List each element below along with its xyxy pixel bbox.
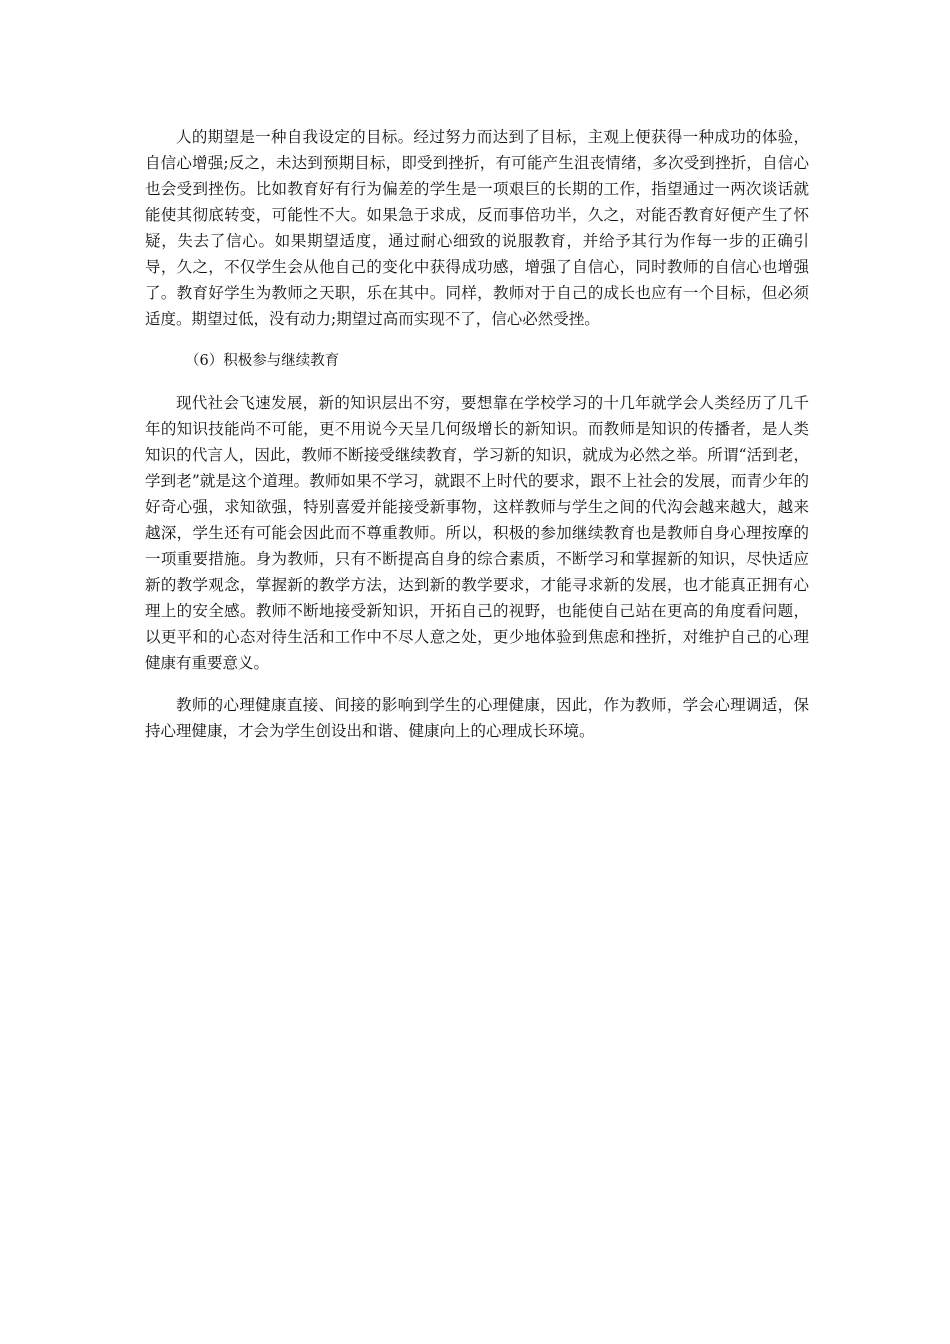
paragraph-conclusion: 教师的心理健康直接、间接的影响到学生的心理健康，因此，作为教师，学会心理调适，保持心理健康，才会为学生创设出和谐、健康向上的心理成长环境。 [145, 696, 809, 740]
paragraph-expectation: 人的期望是一种自我设定的目标。经过努力而达到了目标，主观上便获得一种成功的体验，自信心增强;反之，未达到预期目标，即受到挫折，有可能产生沮丧情绪，多次受到挫折，自信心也会受到挫伤。比如教育好有行为偏差的学生是一项艰巨的长期的工作，指望通过一两次谈话就能使其彻底转变，可能性不大。如果急于求成，反而事倍功半，久之，对能否教育好便产生了怀疑，失去了信心。如果期望适度，通过耐心细致的说服教育，并给予其行为作每一步的正确引导，久之，不仅学生会从他自己的变化中获得成功感，增强了自信心，同时教师的自信心也增强了。教育好学生为教师之天职，乐在其中。同样，教师对于自己的成长也应有一个目标，但必须适度。期望过低，没有动力;期望过高而实现不了，信心必然受挫。 [145, 128, 809, 328]
document-body [145, 124, 809, 744]
section-heading-continuing-education: （6）积极参与继续教育 [185, 353, 340, 369]
paragraph-continuing-education: 现代社会飞速发展，新的知识层出不穷，要想靠在学校学习的十几年就学会人类经历了几千年的知识技能尚不可能，更不用说今天呈几何级增长的新知识。而教师是知识的传播者，是人类知识的代言人，因此，教师不断接受继续教育，学习新的知识，就成为必然之举。所谓“活到老，学到老”就是这个道理。教师如果不学习，就跟不上时代的要求，跟不上社会的发展，而青少年的好奇心强，求知欲强，特别喜爱并能接受新事物，这样教师与学生之间的代沟会越来越大，越来越深，学生还有可能会因此而不尊重教师。所以，积极的参加继续教育也是教师自身心理按摩的一项重要措施。身为教师，只有不断提高自身的综合素质，不断学习和掌握新的知识，尽快适应新的教学观念，掌握新的教学方法，达到新的教学要求，才能寻求新的发展，也才能真正拥有心理上的安全感。教师不断地接受新知识，开拓自己的视野，也能使自己站在更高的角度看问题，以更平和的心态对待生活和工作中不尽人意之处，更少地体验到焦虑和挫折，对维护自己的心理健康有重要意义。 [145, 394, 809, 672]
